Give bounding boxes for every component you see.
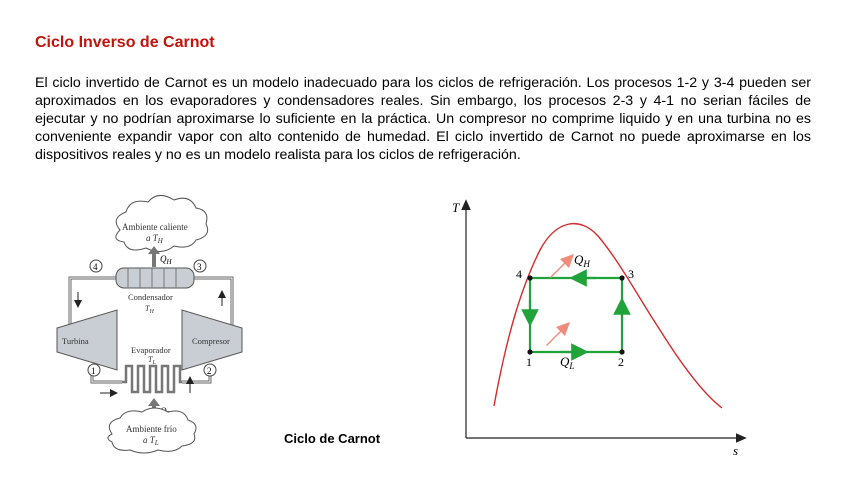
turbine-label: Turbina	[62, 336, 89, 346]
device-qh-label: $Q_H$	[160, 254, 172, 266]
svg-text:2: 2	[207, 366, 212, 376]
ts-point-1-label: 1	[526, 355, 532, 369]
ts-ql-label: $Q_L$	[560, 354, 575, 371]
condenser-temp: $T_H$	[145, 304, 154, 315]
body-paragraph: El ciclo invertido de Carnot es un modelo inadecuado para los ciclos de refrigeración. Los procesos 1-2 y 3-4 pueden ser aproximados en los evaporadores y condensadores reales. Sin embargo, los procesos 2-3 y 4-1 no serian fáciles de ejecutar y no podrían aproximarse lo suficiente en la práctica. Un compresor no comprime liquido y en una turbina no es conveniente expandir vapor con alto contenido de humedad. El ciclo invertido de Carnot no puede aproximarse en los dispositivos reales y no es un modelo realista para los ciclos de refrigeración.	[35, 75, 811, 163]
ts-qh-label: $Q_H$	[574, 252, 590, 269]
hot-environment-temp: a $T_H$	[146, 233, 163, 245]
qh-heat-arrow	[550, 254, 574, 278]
svg-text:1: 1	[91, 366, 96, 376]
evaporator-label: Evaporador	[131, 345, 171, 355]
ts-point-4-label: 4	[516, 267, 522, 281]
t-axis-label: T	[452, 200, 460, 215]
condenser-label: Condensador	[128, 292, 173, 302]
ts-point-3	[619, 275, 624, 280]
cold-environment-temp: a $T_L$	[143, 435, 159, 447]
ts-point-1	[527, 349, 532, 354]
svg-text:4: 4	[93, 262, 98, 272]
cold-environment-label: Ambiente frío	[126, 424, 177, 434]
svg-text:3: 3	[197, 262, 202, 272]
ql-heat-arrow	[546, 322, 570, 346]
saturation-dome	[494, 224, 722, 408]
ts-point-2-label: 2	[618, 355, 624, 369]
page-title: Ciclo Inverso de Carnot	[35, 34, 215, 51]
compressor-label: Compresor	[192, 336, 230, 346]
ts-point-3-label: 3	[628, 267, 634, 281]
s-axis-label: s	[733, 443, 739, 458]
figure-caption: Ciclo de Carnot	[284, 431, 381, 446]
evaporator-temp: $T_L$	[148, 355, 156, 366]
hot-environment-label: Ambiente caliente	[122, 222, 188, 232]
ts-point-4	[527, 275, 532, 280]
ts-point-2	[619, 349, 624, 354]
